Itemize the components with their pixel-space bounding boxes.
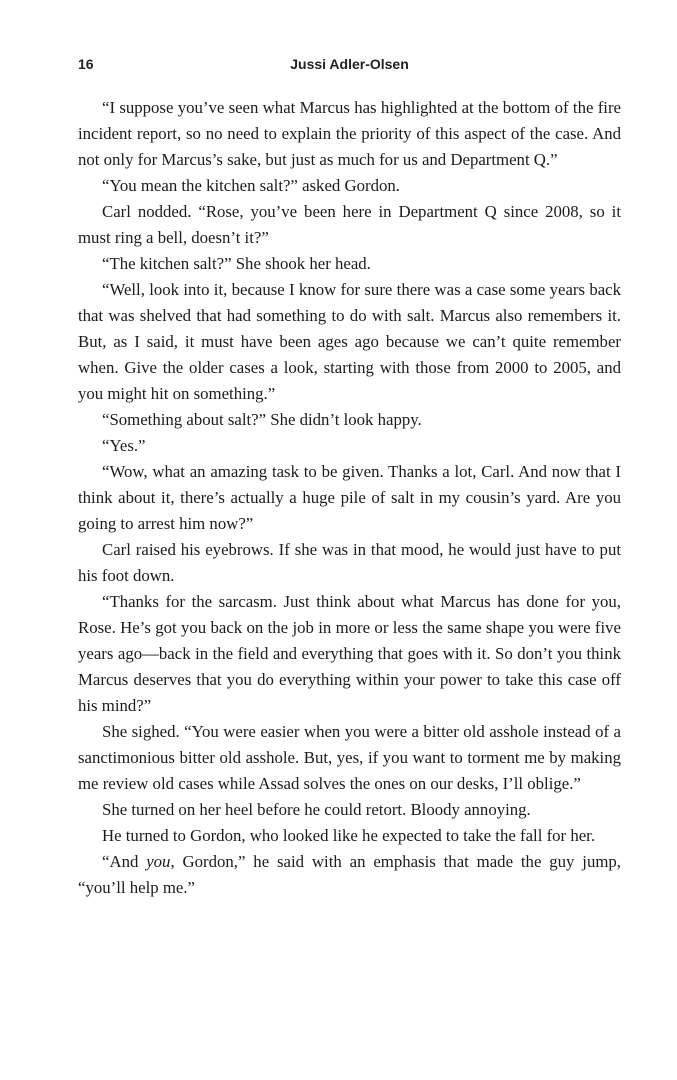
page-header: [78, 54, 621, 74]
paragraph: “I suppose you’ve seen what Marcus has highlighted at the bottom of the fire incident report, so no need to explain the priority of this aspect of the case. And not only for Marcus’s sake, but just as much for us and Department Q.”: [78, 98, 621, 169]
running-head-author: Jussi Adler-Olsen: [290, 56, 409, 72]
paragraph: Carl raised his eyebrows. If she was in that mood, he would just have to put his foot down.: [78, 540, 621, 585]
paragraph: “Yes.”: [102, 436, 146, 455]
emphasis-text: you: [146, 852, 171, 871]
paragraph: Carl nodded. “Rose, you’ve been here in Department Q since 2008, so it must ring a bell, doesn’t it?”: [78, 202, 621, 247]
paragraph: “Thanks for the sarcasm. Just think about what Marcus has done for you, Rose. He’s got you back on the job in more or less the same shape you were five years ago—back in the field and everything that goes with it. So don’t you think Marcus deserves that you do everything within your power to take this case off his mind?”: [78, 592, 621, 715]
paragraph: “You mean the kitchen salt?” asked Gordon.: [102, 176, 400, 195]
paragraph: “Wow, what an amazing task to be given. Thanks a lot, Carl. And now that I think about it, there’s actually a huge pile of salt in my cousin’s yard. Are you going to arrest him now?”: [78, 462, 621, 533]
paragraph: He turned to Gordon, who looked like he expected to take the fall for her.: [102, 826, 596, 845]
paragraph: She sighed. “You were easier when you were a bitter old asshole instead of a sanctimonious bitter old asshole. But, yes, if you want to torment me by making me review old cases while Assad solves the ones on our desks, I’ll oblige.”: [78, 722, 621, 793]
body-text: [78, 95, 621, 901]
text-segment: , Gordon,” he said with an emphasis that made the guy jump, “you’ll help me.”: [78, 852, 621, 897]
text-segment: “And: [102, 852, 147, 871]
page-number: 16: [78, 56, 94, 72]
paragraph: “Something about salt?” She didn’t look happy.: [102, 410, 422, 429]
paragraph: “The kitchen salt?” She shook her head.: [102, 254, 371, 273]
paragraph: “Well, look into it, because I know for sure there was a case some years back that was shelved that had something to do with salt. Marcus also remembers it. But, as I said, it must have been ages ago because we can’t quite remember when. Give the older cases a look, starting with those from 2000 to 2005, and you might hit on something.”: [78, 280, 621, 403]
paragraph: She turned on her heel before he could retort. Bloody annoying.: [102, 800, 531, 819]
paragraph-last: [78, 849, 621, 901]
